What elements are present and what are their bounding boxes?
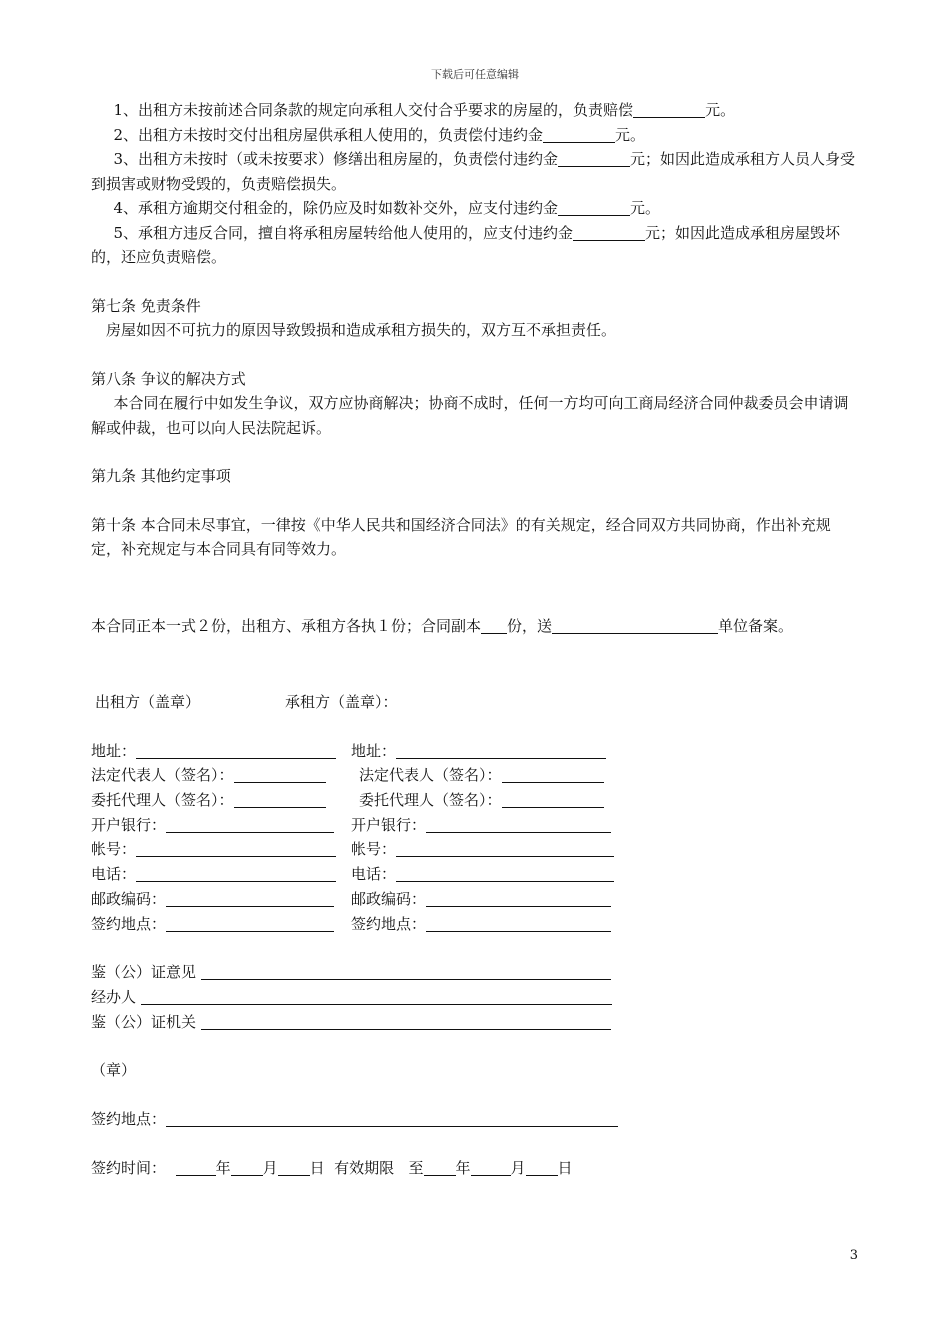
seal-label: （章） [91,1061,137,1080]
blank-field[interactable] [166,915,334,932]
clause-text: 2、出租方未按时交付出租房屋供承租人使用的，负责偿付违约金 [113,125,544,144]
parties-row [91,690,859,715]
blank-field[interactable] [166,890,334,907]
blank-field[interactable] [573,224,645,241]
blank-field[interactable] [166,816,334,833]
blank-field[interactable] [234,791,326,808]
blank-field[interactable] [234,766,326,783]
field-row-legal-rep [91,763,859,788]
clause-1 [91,98,859,123]
blank-field[interactable] [502,791,604,808]
article-7-text: 房屋如因不可抗力的原因导致毁损和造成承租方损失的，双方互不承担责任。 [106,321,617,339]
blank-field[interactable] [426,890,611,907]
article-8-title: 第八条 争议的解决方式 [91,369,246,388]
year-label: 年 [215,1158,231,1177]
field-row-phone [91,862,859,887]
blank-field[interactable] [231,1159,263,1176]
clause-text: 元。 [630,199,661,217]
clause-text: 元；如因此造成承租房屋毁坏的，还应负责赔偿。 [91,223,841,266]
notary-opinion-label: 鉴（公）证意见 [91,963,197,982]
sign-place-label: 签约地点： [91,1109,167,1128]
field-label: 帐号： [91,840,137,859]
clause-text: 元。 [615,125,646,144]
copies-text: 份，送 [507,616,553,635]
blank-field[interactable] [558,150,630,167]
blank-field[interactable] [141,988,612,1005]
notary-handler-label: 经办人 [91,987,137,1006]
blank-field[interactable] [426,915,611,932]
clause-3 [91,147,859,196]
clause-text: 1、出租方未按前述合同条款的规定向承租人交付合乎要求的房屋的，负责赔偿 [113,101,634,119]
notary-opinion-row [91,960,859,985]
field-label: 电话： [91,865,137,884]
blank-field[interactable] [558,199,630,216]
field-row-address [91,739,859,764]
article-9-title: 第九条 其他约定事项 [91,467,231,485]
blank-field[interactable] [426,816,611,833]
blank-field[interactable] [424,1159,456,1176]
sign-time-label: 签约时间： [91,1158,167,1177]
field-label: 帐号： [351,840,397,859]
field-label: 开户银行： [351,815,427,834]
field-label: 开户银行： [91,815,167,834]
month-label: 月 [510,1158,526,1177]
blank-field[interactable] [552,617,718,634]
clause-5 [91,221,859,270]
field-label: 法定代表人（签名）： [359,766,502,785]
clause-4 [91,196,859,221]
blank-field[interactable] [396,865,614,882]
blank-field[interactable] [201,963,611,980]
field-row-sign-place [91,912,859,937]
copies-statement [91,614,859,639]
blank-field[interactable] [633,101,705,118]
page-number: 3 [849,1248,858,1263]
notary-authority-label: 鉴（公）证机关 [91,1012,197,1031]
notary-handler-row [91,985,859,1010]
field-label: 邮政编码： [91,889,167,908]
copies-text: 本合同正本一式２份，出租方、承租方各执１份；合同副本 [91,616,482,635]
field-label: 委托代理人（签名）： [91,791,234,810]
blank-field[interactable] [166,1110,618,1127]
blank-field[interactable] [471,1159,511,1176]
blank-field[interactable] [396,742,606,759]
field-label: 地址： [91,741,137,760]
blank-field[interactable] [396,840,614,857]
clause-text: 4、承租方逾期交付租金的，除仍应及时如数补交外，应支付违约金 [113,199,559,217]
field-label: 签约地点： [351,914,427,933]
field-label: 法定代表人（签名）： [91,766,234,785]
clause-2 [91,123,859,148]
field-label: 邮政编码： [351,889,427,908]
field-label: 签约地点： [91,914,167,933]
blank-field[interactable] [543,126,615,143]
clause-text: 元；如因此造成承租方人员人身受到损害或财物受毁的，负责赔偿损失。 [91,150,856,193]
valid-period-label: 有效期限 [334,1158,395,1177]
blank-field[interactable] [136,742,336,759]
year-label: 年 [455,1158,471,1177]
field-row-agent [91,788,859,813]
field-label: 委托代理人（签名）： [359,791,502,810]
month-label: 月 [262,1158,278,1177]
blank-field[interactable] [176,1159,216,1176]
blank-field[interactable] [502,766,604,783]
field-label: 电话： [351,865,397,884]
blank-field[interactable] [136,865,336,882]
blank-field[interactable] [136,840,336,857]
field-row-bank [91,813,859,838]
article-8-text: 本合同在履行中如发生争议，双方应协商解决；协商不成时，任何一方均可向工商局经济合同仲裁委员会申请调解或仲裁，也可以向人民法院起诉。 [91,394,849,437]
blank-field[interactable] [201,1013,611,1030]
sign-time-row [91,1156,859,1181]
contract-body [91,98,859,1180]
blank-field[interactable] [481,617,507,634]
page-header: 下载后可任意编辑 [431,68,519,81]
article-10-text: 第十条 本合同未尽事宜，一律按《中华人民共和国经济合同法》的有关规定，经合同双方共同协商，作出补充规定，补充规定与本合同具有同等效力。 [91,515,831,558]
field-label: 地址： [351,741,397,760]
clause-text: 5、承租方违反合同，擅自将承租房屋转给他人使用的，应支付违约金 [113,223,574,242]
seal-row [91,1058,859,1083]
blank-field[interactable] [278,1159,310,1176]
clause-text: 元。 [705,101,736,119]
sign-place-row [91,1107,859,1132]
copies-text: 单位备案。 [718,616,794,635]
blank-field[interactable] [526,1159,558,1176]
field-row-postcode [91,887,859,912]
lessor-seal-label: 出租方（盖章） [95,693,201,711]
day-label: 日 [557,1158,573,1177]
day-label: 日 [309,1158,325,1177]
notary-authority-row [91,1010,859,1035]
field-row-account [91,837,859,862]
article-7-title: 第七条 免责条件 [91,296,201,315]
to-label: 至 [408,1158,424,1177]
clause-text: 3、出租方未按时（或未按要求）修缮出租房屋的，负责偿付违约金 [113,150,559,168]
lessee-seal-label: 承租方（盖章）： [285,693,398,711]
